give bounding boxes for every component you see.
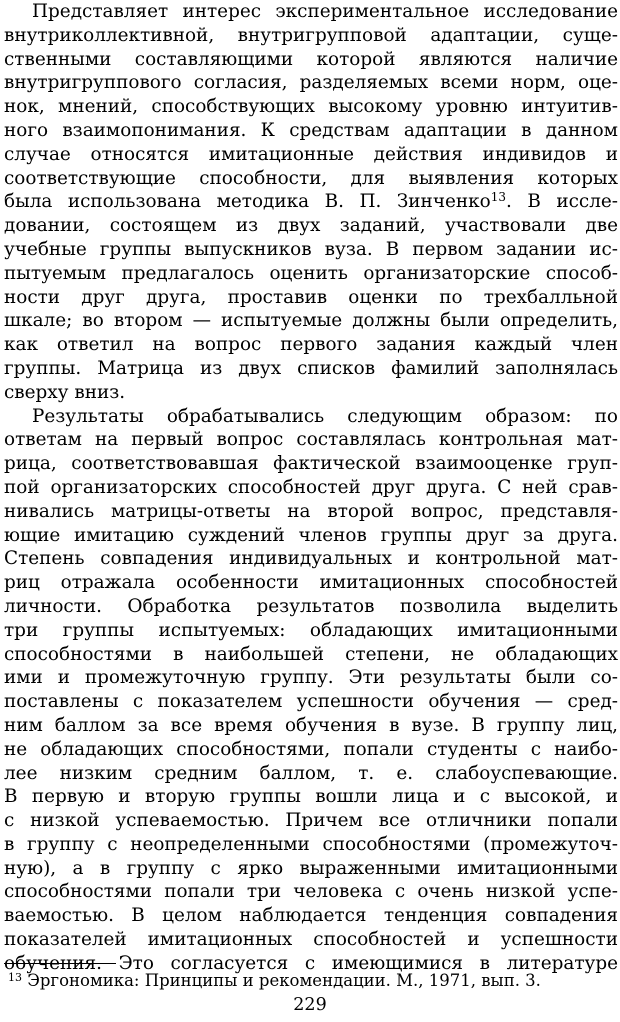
text-line: три группы испытуемых: обладающих имитационными	[4, 619, 618, 641]
text-line: ного взаимопонимания. К средствам адаптации в данном	[4, 119, 618, 141]
text-line: в группу с неопределенными способностями (промежуточ-	[4, 833, 618, 855]
text-line: нок, мнений, способствующих высокому уровню интуитив-	[4, 96, 618, 118]
text-line: ную), а в группу с ярко выраженными имитационными	[4, 857, 618, 879]
text-line: случае относятся имитационные действия индивидов и	[4, 143, 618, 165]
text-line: с низкой успеваемостью. Причем все отличники попали	[4, 810, 618, 832]
text-segment: . В иссле-	[505, 191, 618, 213]
text-line: ственными составляющими которой являются наличие	[4, 48, 618, 70]
text-line: Результаты обрабатывались следующим образом: по	[32, 405, 618, 427]
text-line: не обладающих способностями, попали студенты с наибо-	[4, 738, 618, 760]
text-line: ним баллом за все время обучения в вузе. В группу лиц,	[4, 714, 618, 736]
text-line: Представляет интерес экспериментальное исследование	[32, 1, 618, 22]
text-segment: была использована методика В. П. Зинченко	[4, 191, 491, 213]
text-line: пой организаторских способностей друг друга. С ней срав-	[4, 476, 618, 498]
text-line: поставлены с показателем успешности обучения — сред-	[4, 691, 618, 713]
text-line: Степень совпадения индивидуальных и контрольной мат-	[4, 548, 618, 570]
footnote	[8, 970, 608, 992]
text-line: способностями попали три человека с очень низкой успе-	[4, 881, 618, 903]
text-line: рица, соответствовавшая фактической взаимооценке груп-	[4, 453, 618, 475]
text-line: ответам на первый вопрос составлялась контрольная мат-	[4, 429, 618, 451]
text-line: шкале; во втором — испытуемые должны были определить,	[4, 310, 618, 332]
text-line: способностями в наибольшей степени, не обладающих	[4, 643, 618, 665]
text-line: сверху вниз.	[4, 381, 126, 403]
text-line: нивались матрицы-ответы на второй вопрос, представля-	[4, 500, 618, 522]
text-line: обучения. Это согласуется с имеющимися в литературе	[4, 952, 618, 974]
text-line: внутриколлективной, внутригрупповой адаптации, суще-	[4, 24, 618, 46]
page-number: 229	[293, 995, 327, 1015]
text-line: учебные группы выпускников вуза. В первом задании ис-	[4, 238, 618, 260]
footnote-text: Эргономика: Принципы и рекомендации. М., 1971, вып. 3.	[22, 971, 541, 990]
text-line: пытуемым предлагалось оценить организаторские способ-	[4, 262, 618, 284]
text-line: довании, состоящем из двух заданий, участвовали две	[4, 215, 618, 237]
text-line: показателей имитационных способностей и успешности	[4, 929, 618, 951]
text-line: как ответил на вопрос первого задания каждый член	[4, 334, 618, 356]
text-line: ваемостью. В целом наблюдается тенденция совпадения	[4, 905, 618, 927]
body-text	[4, 0, 618, 976]
text-line: внутригруппового согласия, разделяемых всеми норм, оце-	[4, 72, 618, 94]
text-line: лее низким средним баллом, т. е. слабоуспевающие.	[4, 762, 618, 784]
text-line: риц отражала особенности имитационных способностей	[4, 572, 618, 594]
footnote-divider	[4, 963, 116, 964]
text-line: группы. Матрица из двух списков фамилий заполнялась	[4, 357, 618, 379]
text-line: В первую и вторую группы вошли лица и с высокой, и	[4, 786, 618, 808]
text-line: ющие имитацию суждений членов группы друг за друга.	[4, 524, 618, 546]
text-line: личности. Обработка результатов позволила выделить	[4, 595, 618, 617]
footnote-ref[interactable]: 13	[490, 190, 506, 205]
text-line-with-footnote-ref	[4, 190, 618, 214]
text-line: соответствующие способности, для выявления которых	[4, 167, 618, 189]
text-line: ности друг друга, проставив оценки по трехбалльной	[4, 286, 618, 308]
text-line: ими и промежуточную группу. Эти результаты были со-	[4, 667, 618, 689]
footnote-mark: 13	[8, 971, 22, 984]
